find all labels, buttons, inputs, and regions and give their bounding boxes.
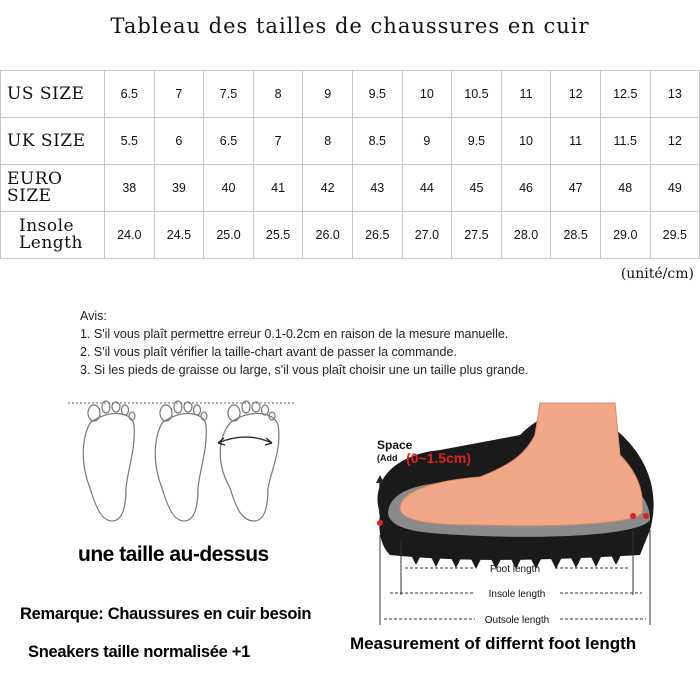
row-header: UK SIZE	[1, 118, 105, 165]
size-cell: 12.5	[600, 71, 650, 118]
size-cell: 11.5	[600, 118, 650, 165]
size-row	[1, 118, 700, 165]
size-cell: 27.0	[402, 212, 452, 259]
size-cell: 10.5	[452, 71, 502, 118]
foot-outline-2	[155, 401, 207, 521]
insole-length-label: Insole length	[488, 589, 546, 600]
size-cell: 6.5	[105, 71, 155, 118]
size-cell: 8	[303, 118, 353, 165]
space-add-label: (Add	[377, 453, 398, 463]
foot-outline-1	[83, 401, 135, 521]
foot-outline-3	[220, 401, 279, 521]
size-cell: 47	[551, 165, 601, 212]
page-title: Tableau des tailles de chaussures en cuir	[110, 14, 590, 38]
unit-label: (unité/cm)	[620, 266, 694, 282]
size-cell: 7.5	[204, 71, 254, 118]
diagram-title: Measurement of differnt foot length	[350, 634, 637, 653]
note-item-1: 1. S'il vous plaît permettre erreur 0.1-0.2cm en raison de la mesure manuelle.	[80, 327, 509, 341]
outsole-length-label: Outsole length	[484, 615, 550, 626]
size-cell: 26.5	[352, 212, 402, 259]
size-cell: 48	[600, 165, 650, 212]
size-cell: 49	[650, 165, 700, 212]
size-cell: 8	[253, 71, 303, 118]
size-cell: 28.0	[501, 212, 551, 259]
feet-caption: une taille au-dessus	[78, 543, 269, 566]
size-cell: 24.0	[105, 212, 155, 259]
notes-heading: Avis:	[80, 309, 107, 323]
size-cell: 38	[105, 165, 155, 212]
size-chart-table	[0, 70, 700, 259]
size-cell: 10	[501, 118, 551, 165]
size-cell: 7	[154, 71, 204, 118]
size-cell: 25.0	[204, 212, 254, 259]
size-cell: 42	[303, 165, 353, 212]
size-cell: 46	[501, 165, 551, 212]
size-cell: 43	[352, 165, 402, 212]
size-row	[1, 71, 700, 118]
size-cell: 6	[154, 118, 204, 165]
size-cell: 27.5	[452, 212, 502, 259]
size-cell: 44	[402, 165, 452, 212]
size-cell: 29.5	[650, 212, 700, 259]
size-cell: 24.5	[154, 212, 204, 259]
note-item-2: 2. S'il vous plaît vérifier la taille-chart avant de passer la commande.	[80, 345, 457, 359]
row-header-line: Length	[19, 233, 83, 253]
size-cell: 11	[501, 71, 551, 118]
size-cell: 25.5	[253, 212, 303, 259]
remark-line-1: Remarque: Chaussures en cuir besoin	[20, 605, 312, 623]
size-cell: 9	[402, 118, 452, 165]
size-cell: 39	[154, 165, 204, 212]
width-arrow-icon	[218, 437, 272, 445]
size-cell: 11	[551, 118, 601, 165]
size-cell: 9.5	[452, 118, 502, 165]
shoe-measurement-diagram	[350, 395, 700, 635]
size-cell: 8.5	[352, 118, 402, 165]
size-cell: 28.5	[551, 212, 601, 259]
row-header: US SIZE	[1, 71, 105, 118]
size-cell: 13	[650, 71, 700, 118]
foot-length-label: Foot length	[489, 564, 541, 575]
size-cell: 29.0	[600, 212, 650, 259]
row-header	[1, 212, 105, 259]
row-header: EURO SIZE	[1, 165, 105, 212]
size-cell: 40	[204, 165, 254, 212]
space-label: Space	[377, 438, 413, 452]
size-cell: 45	[452, 165, 502, 212]
feet-illustration	[68, 393, 308, 533]
remark-line-2: Sneakers taille normalisée +1	[28, 643, 250, 661]
size-cell: 12	[650, 118, 700, 165]
size-cell: 6.5	[204, 118, 254, 165]
size-cell: 12	[551, 71, 601, 118]
size-cell: 9.5	[352, 71, 402, 118]
size-cell: 7	[253, 118, 303, 165]
space-range-label: (0~1.5cm)	[406, 450, 471, 466]
notes-block	[80, 307, 640, 379]
size-row	[1, 165, 700, 212]
size-cell: 10	[402, 71, 452, 118]
size-row	[1, 212, 700, 259]
size-cell: 9	[303, 71, 353, 118]
size-cell: 26.0	[303, 212, 353, 259]
size-cell: 41	[253, 165, 303, 212]
note-item-3: 3. Si les pieds de graisse ou large, s'il vous plaît choisir une un taille plus grande.	[80, 363, 529, 377]
size-cell: 5.5	[105, 118, 155, 165]
row-header-line: Insole	[19, 216, 75, 236]
